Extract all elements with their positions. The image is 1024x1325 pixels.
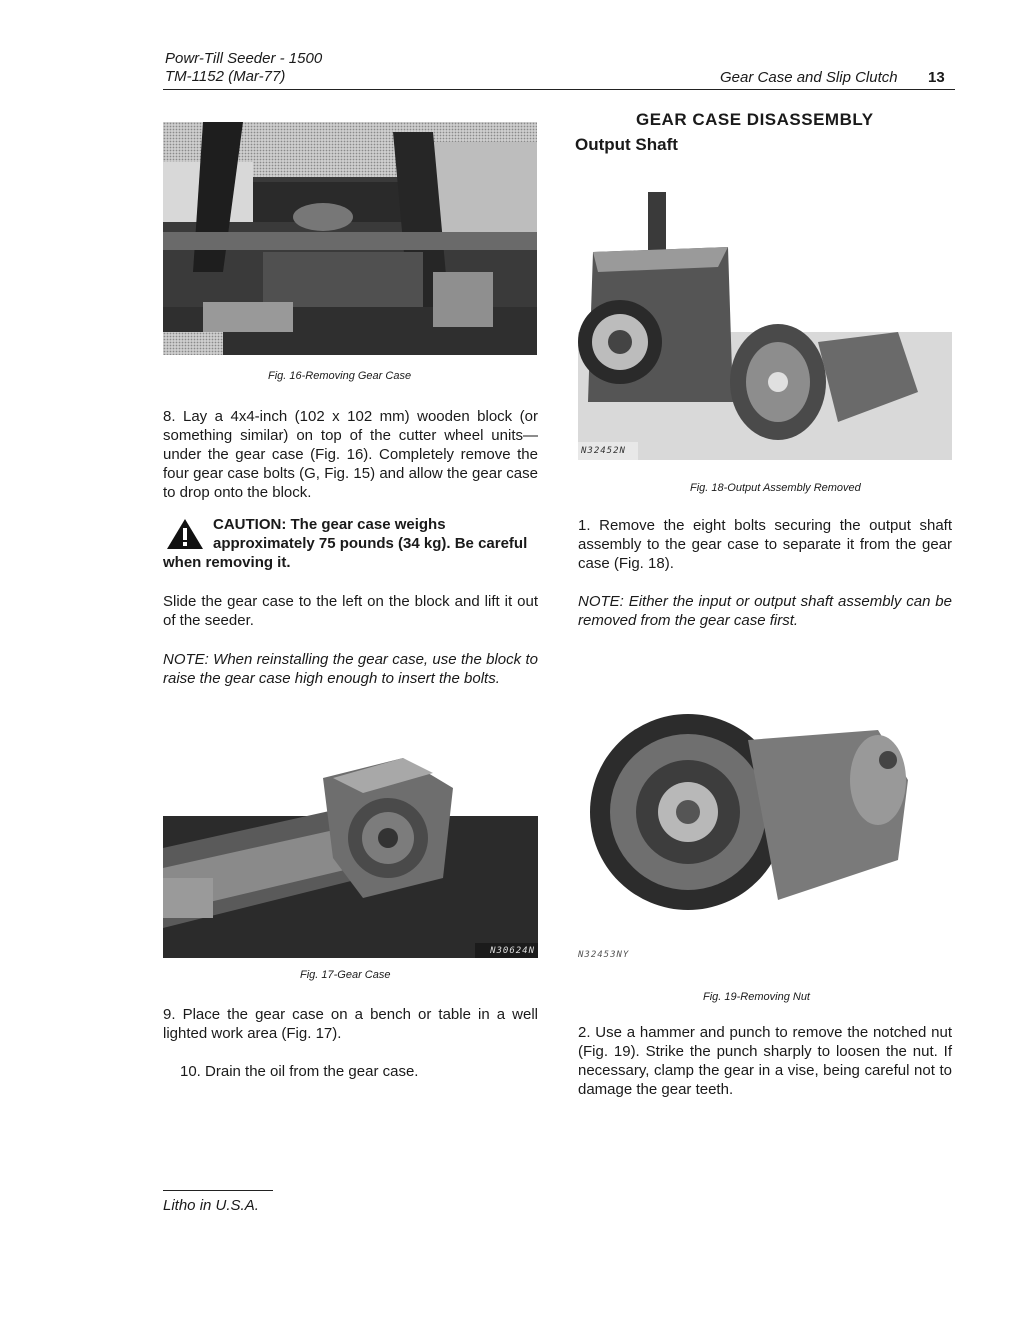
section-heading: GEAR CASE DISASSEMBLY: [636, 110, 874, 129]
section-title: Gear Case and Slip Clutch: [720, 69, 898, 86]
manual-code: TM-1152 (Mar-77): [165, 68, 286, 85]
header-rule: [163, 89, 955, 90]
step-9: 9. Place the gear case on a bench or table in a well lighted work area (Fig. 17).: [163, 1006, 538, 1042]
step-8: 8. Lay a 4x4-inch (102 x 102 mm) wooden block (or something similar) on top of the cutter wheel units—under the gear case (Fig. 16). Completely remove the four gear case bolts (G, Fig. 15) and allow the gear case to drop onto the block.: [163, 408, 538, 501]
step-10: 10. Drain the oil from the gear case.: [180, 1063, 419, 1080]
warning-triangle-icon: [165, 517, 205, 551]
step-2: 2. Use a hammer and punch to remove the notched nut (Fig. 19). Strike the punch sharply to loosen the nut. If necessary, clamp the gear in a vise, being careful not to damage the gear teeth.: [578, 1024, 952, 1098]
fig19-caption: Fig. 19-Removing Nut: [703, 991, 810, 1003]
fig16-caption: Fig. 16-Removing Gear Case: [268, 370, 412, 382]
fig18-code: N32452N: [581, 446, 626, 456]
page-number: 13: [928, 69, 945, 86]
footer-rule: [163, 1190, 273, 1191]
fig17-photo: [163, 728, 538, 958]
fig19-photo: [578, 700, 952, 962]
litho-note: Litho in U.S.A.: [163, 1197, 259, 1214]
caution-text: CAUTION: The gear case weighs approximately 75 pounds (34 kg). Be careful when removing it.: [163, 516, 528, 571]
note-either: NOTE: Either the input or output shaft assembly can be removed from the gear case first.: [578, 593, 952, 629]
subsection-heading: Output Shaft: [575, 135, 678, 154]
fig17-code: N30624N: [490, 946, 535, 956]
fig17-caption: Fig. 17-Gear Case: [300, 969, 391, 981]
step-1: 1. Remove the eight bolts securing the output shaft assembly to the gear case to separate it from the gear case (Fig. 18).: [578, 517, 952, 572]
manual-title: Powr-Till Seeder - 1500: [165, 50, 323, 67]
slide-text: Slide the gear case to the left on the block and lift it out of the seeder.: [163, 593, 538, 629]
note-reinstall: NOTE: When reinstalling the gear case, use the block to raise the gear case high enough to insert the bolts.: [163, 651, 538, 687]
fig16-photo: [163, 122, 537, 355]
fig18-photo: [578, 192, 952, 460]
caution-block: [163, 515, 538, 572]
fig18-caption: Fig. 18-Output Assembly Removed: [690, 482, 861, 494]
fig19-code: N32453NY: [578, 950, 630, 960]
